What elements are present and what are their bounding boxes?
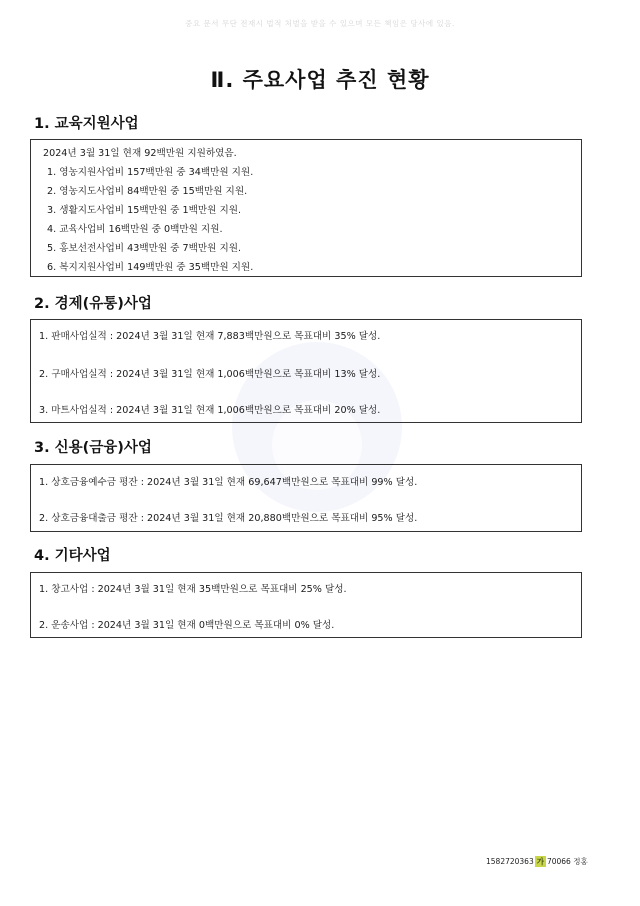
list-item: 1. 영농지원사업비 157백만원 중 34백만원 지원. bbox=[47, 167, 254, 178]
list-item: 6. 복지지원사업비 149백만원 중 35백만원 지원. bbox=[47, 262, 254, 273]
list-item: 2. 영농지도사업비 84백만원 중 15백만원 지원. bbox=[47, 186, 248, 197]
section-title-other: 4. 기타사업 bbox=[34, 548, 111, 564]
page-title: Ⅱ. 주요사업 추진 현황 bbox=[210, 68, 430, 92]
section-box-economic bbox=[30, 319, 582, 423]
list-item: 2. 구매사업실적 : 2024년 3월 31일 현재 1,006백만원으로 목표대비 13% 달성. bbox=[39, 369, 381, 380]
list-item: 1. 판매사업실적 : 2024년 3월 31일 현재 7,883백만원으로 목표대비 35% 달성. bbox=[39, 331, 381, 342]
list-item: 1. 창고사업 : 2024년 3월 31일 현재 35백만원으로 목표대비 25% 달성. bbox=[39, 584, 347, 595]
list-item: 2. 운송사업 : 2024년 3월 31일 현재 0백만원으로 목표대비 0% 달성. bbox=[39, 620, 335, 631]
list-item: 1. 상호금융예수금 평잔 : 2024년 3월 31일 현재 69,647백만원으로 목표대비 99% 달성. bbox=[39, 477, 418, 488]
list-item: 5. 홍보선전사업비 43백만원 중 7백만원 지원. bbox=[47, 243, 242, 254]
footer-suffix: 70066 정홍 bbox=[546, 857, 588, 866]
section-box-credit bbox=[30, 464, 582, 532]
section-box-other bbox=[30, 572, 582, 638]
section-title-credit: 3. 신용(금융)사업 bbox=[34, 440, 152, 456]
list-item: 3. 생활지도사업비 15백만원 중 1백만원 지원. bbox=[47, 205, 242, 216]
section-title-education: 1. 교육지원사업 bbox=[34, 116, 139, 132]
section-title-economic: 2. 경제(유통)사업 bbox=[34, 296, 152, 312]
footer-logo-icon: 가 bbox=[536, 857, 544, 866]
list-item: 2. 상호금융대출금 평잔 : 2024년 3월 31일 현재 20,880백만원으로 목표대비 95% 달성. bbox=[39, 513, 418, 524]
footer-code: 1582720363 bbox=[486, 857, 534, 866]
list-item: 4. 교육사업비 16백만원 중 0백만원 지원. bbox=[47, 224, 223, 235]
list-item: 3. 마트사업실적 : 2024년 3월 31일 현재 1,006백만원으로 목표대비 20% 달성. bbox=[39, 405, 381, 416]
header-note: 중요 문서 무단 전재시 법적 처벌을 받을 수 있으며 모든 책임은 당사에 있음. bbox=[185, 19, 455, 28]
list-item: 2024년 3월 31일 현재 92백만원 지원하였음. bbox=[43, 148, 237, 159]
section-box-education bbox=[30, 139, 582, 277]
footer-stamp bbox=[486, 856, 588, 867]
